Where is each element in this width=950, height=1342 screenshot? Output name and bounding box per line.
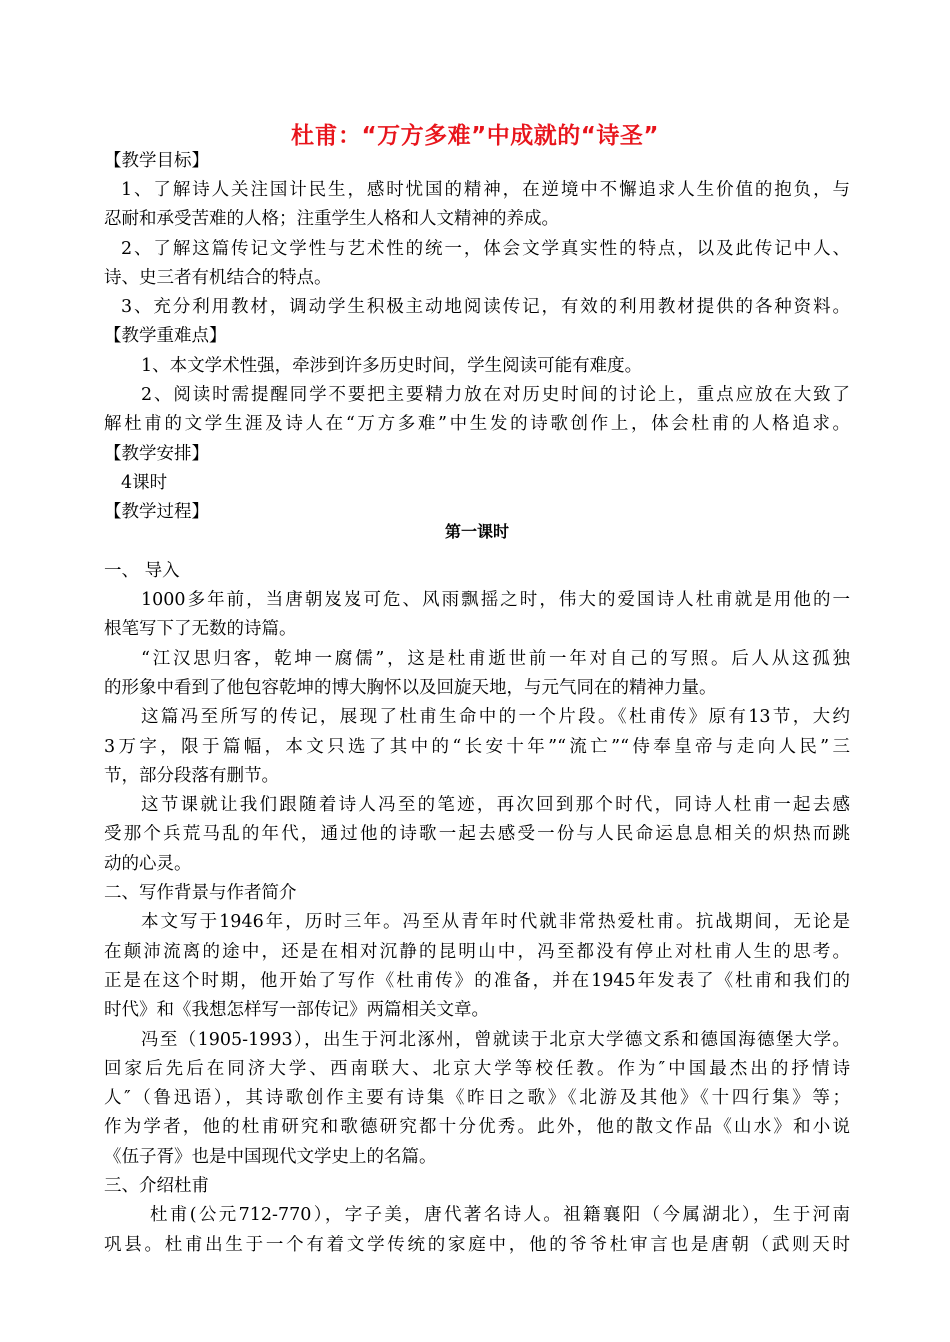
text-line: 1、本文学术性强，牵涉到许多历史时间，学生阅读可能有难度。	[141, 356, 643, 376]
text-line: 时代》和《我想怎样写一部传记》两篇相关文章。	[104, 1000, 489, 1020]
text-line: 回家后先后在同济大学、西南联大、北京大学等校任教。作为″中国最杰出的抒情诗	[104, 1059, 850, 1079]
text-line: 巩县。杜甫出生于一个有着文学传统的家庭中，他的爷爷杜审言也是唐朝（武则天时	[104, 1235, 850, 1255]
text-line: 诗、史三者有机结合的特点。	[104, 268, 332, 288]
text-line: 这篇冯至所写的传记，展现了杜甫生命中的一个片段。《杜甫传》原有13节，大约	[141, 707, 850, 727]
text-line: 冯至（1905-1993），出生于河北涿州，曾就读于北京大学德文系和德国海德堡大学。	[141, 1030, 850, 1050]
text-line: 正是在这个时期，他开始了写作《杜甫传》的准备，并在1945年发表了《杜甫和我们的	[104, 971, 850, 991]
text-line: 3、充分利用教材，调动学生积极主动地阅读传记，有效的利用教材提供的各种资料。	[121, 297, 850, 317]
text-line: 1000多年前，当唐朝岌岌可危、风雨飘摇之时，伟大的爱国诗人杜甫就是用他的一	[141, 590, 850, 610]
text-line: 在颠沛流离的途中，还是在相对沉静的昆明山中，冯至都没有停止对杜甫人生的思考。	[104, 942, 850, 962]
text-line: 【教学重难点】	[104, 326, 227, 346]
text-line: 2、了解这篇传记文学性与艺术性的统一，体会文学真实性的特点，以及此传记中人、	[121, 239, 850, 259]
text-line: 忍耐和承受苦难的人格；注重学生人格和人文精神的养成。	[104, 209, 559, 229]
section-heading: 第一课时	[444, 522, 509, 541]
text-line: 2、阅读时需提醒同学不要把主要精力放在对历史时间的讨论上，重点应放在大致了	[141, 385, 850, 405]
text-line: 《伍子胥》也是中国现代文学史上的名篇。	[104, 1147, 437, 1167]
text-line: 【教学目标】	[104, 151, 209, 171]
document-title: 杜甫：“万方多难”中成就的“诗圣”	[291, 123, 659, 149]
text-line: 一、 导入	[104, 561, 180, 581]
text-line: 3万字，限于篇幅，本文只选了其中的“长安十年”“流亡”“侍奉皇帝与走向人民”三	[104, 737, 850, 757]
text-line: 【教学过程】	[104, 502, 209, 522]
text-line: 作为学者，他的杜甫研究和歌德研究都十分优秀。此外，他的散文作品《山水》和小说	[104, 1117, 850, 1137]
text-line: 本文写于1946年，历时三年。冯至从青年时代就非常热爱杜甫。抗战期间，无论是	[141, 912, 850, 932]
text-line: 这节课就让我们跟随着诗人冯至的笔迹，再次回到那个时代，同诗人杜甫一起去感	[141, 795, 850, 815]
text-line: 人″（鲁迅语），其诗歌创作主要有诗集《昨日之歌》《北游及其他》《十四行集》等；	[104, 1088, 850, 1108]
text-line: 节，部分段落有删节。	[104, 766, 279, 786]
text-line: 【教学安排】	[104, 444, 209, 464]
text-line: 4课时	[121, 473, 168, 493]
text-line: 三、介绍杜甫	[104, 1176, 209, 1196]
text-line: 解杜甫的文学生涯及诗人在“万方多难”中生发的诗歌创作上，体会杜甫的人格追求。	[104, 414, 850, 434]
text-line: “江汉思归客，乾坤一腐儒”，这是杜甫逝世前一年对自己的写照。后人从这孤独	[141, 649, 850, 669]
text-line: 二、写作背景与作者简介	[104, 883, 297, 903]
text-line: 1、了解诗人关注国计民生，感时忧国的精神，在逆境中不懈追求人生价值的抱负，与	[121, 180, 850, 200]
text-line: 根笔写下了无数的诗篇。	[104, 619, 297, 639]
text-line: 杜甫(公元712-770），字子美，唐代著名诗人。祖籍襄阳（今属湖北），生于河南	[150, 1205, 850, 1225]
text-line: 受那个兵荒马乱的年代，通过他的诗歌一起去感受一份与人民命运息息相关的炽热而跳	[104, 824, 850, 844]
text-line: 动的心灵。	[104, 854, 192, 874]
text-line: 的形象中看到了他包容乾坤的博大胸怀以及回旋天地，与元气同在的精神力量。	[104, 678, 717, 698]
